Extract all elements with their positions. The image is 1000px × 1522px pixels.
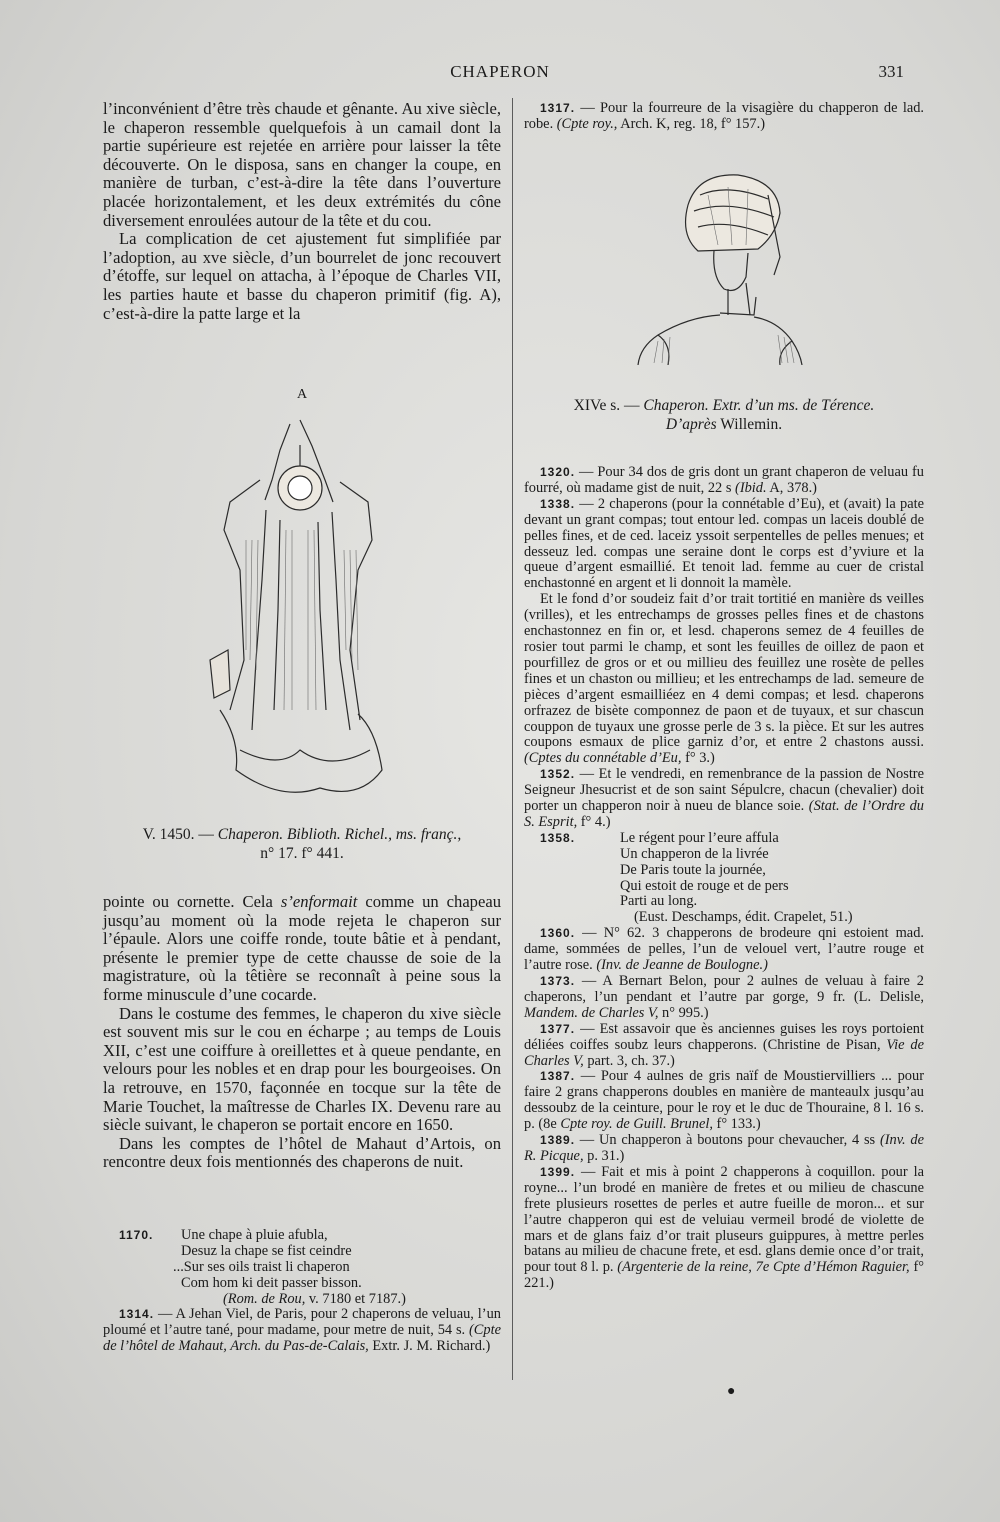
citation-1352-italic: (Stat. de l’Ordre du S. Esprit, (524, 798, 924, 830)
citation-1320-text: — Pour 34 dos de gris dont un grant chaperon de veluau fu fourré, où madame gist de nuit, 22 s (524, 464, 924, 496)
paragraph-3-prefix: pointe ou cornette. Cela (103, 892, 281, 911)
paragraph-3-rest: comme un chapeau jusqu’au moment où la mode rejeta le chaperon sur l’épaule. Alors une coiffe ronde, toute bâtie et à pendant, présente le premier type de cette chausse de soie de la magistrature, où la têtière se reconnaît à peine sous la forme minuscule d’une cocarde. (103, 892, 502, 1004)
citation-1320-number: 1320. (540, 465, 576, 479)
page-title: CHAPERON (450, 62, 550, 81)
poem-line: Parti au long. (620, 893, 698, 910)
citation-1399-italic: (Argenterie de la reine, 7e Cpte d’Hémon Raguier, (617, 1259, 910, 1276)
citation-1377 (524, 1022, 924, 1070)
citation-1170-number: 1170. (119, 1228, 154, 1242)
citation-1338-text: — 2 chaperons (pour la connétable d’Eu), et (avait) la pate devant un grant compas; tout entour led. compas un laceis doublé de pelles fines, et de ced. laceiz yssoit serpentelles de pelles menues; et desseuz led. compas une seraine dont le corps est d’yviure et la queue d’argent esmaillié. Et tenoit lad. femme au cuer de cristal enchastonné en argent et li donnoit la mamèle. (524, 495, 924, 592)
paragraph-3-italic: s’enformait (280, 892, 358, 911)
poem-line: Une chape à pluie afubla, (181, 1227, 328, 1243)
citation-1373 (524, 974, 924, 1022)
citation-1373-number: 1373. (540, 974, 576, 988)
running-head (0, 62, 1000, 86)
citation-1399-text: — Fait et mis à point 2 chapperons à coquillon. pour la royne... l’un brodé en manière de fretes et ou milieu de chascune frete plusieurs rosettes de perles et autre fueille de moron... et sur l’autre chapperon qui est de veluiau vermeil brodé de violette de mars et de glans faiz d’or trait pluseurs guippures, à mettre perles batans au milieu de chacune frete, et esd. glans demie once d’or trait, pour tout 8 l. p. (524, 1163, 924, 1276)
figure-a-caption-prefix: V. 1450. — (142, 826, 218, 843)
citation-1170 (103, 1228, 501, 1308)
citation-1314 (103, 1307, 501, 1355)
citation-1389-italic: (Inv. de R. Picque, (524, 1132, 924, 1164)
right-column-citations (524, 465, 924, 1292)
page-number: 331 (878, 62, 904, 81)
figure-b-caption (524, 396, 924, 434)
figure-a-label: A (296, 387, 308, 402)
citation-1387-italic: Cpte roy. de Guill. Brunel, (560, 1116, 713, 1133)
citation-1358 (524, 831, 924, 926)
figure-b-caption-italic: Chaperon. Extr. d’un ms. de Térence. (643, 397, 875, 414)
poem-line: Le régent pour l’eure affula (620, 829, 779, 846)
citation-1352-text: — Et le vendredi, en remenbrance de la passion de Nostre Seigneur Jhesucrist et de son saint Sépulcre, chacun (chevalier) doit porter un chapperon noir à nueu de blance soie. (524, 766, 924, 815)
citation-1387-rest: f° 133.) (712, 1116, 761, 1133)
citation-1389 (524, 1133, 924, 1165)
citation-1373-text: — A Bernart Belon, pour 2 aulnes de veluau à faire 2 chaperons, l’un pendant et l’autre par gorge, 9 fr. (L. Delisle, (524, 973, 924, 1005)
figure-b-illustration (628, 165, 808, 365)
citation-1377-text: — Est assavoir que ès anciennes guises les roys portoient déliées coiffes soubz leurs chapperons. (Christine de Pisan, (524, 1020, 924, 1053)
figure-a-illustration (200, 410, 400, 810)
paragraph-3 (103, 893, 501, 1005)
citation-1320-rest: A, 378.) (766, 479, 817, 496)
left-column-bottom (103, 893, 501, 1172)
citation-1317-italic: (Cpte roy., (556, 115, 618, 132)
citation-1399-rest: f° 221.) (524, 1259, 924, 1292)
figure-b-caption-prefix: XIVe s. — (573, 397, 644, 414)
citation-1320-italic: (Ibid. (735, 479, 767, 496)
paragraph-4: Dans le costume des femmes, le chaperon du xive siècle est souvent mis sur le cou en écharpe ; au temps de Louis XII, c’est une coiffure à oreillettes et à queue pendante, en velours pour les nobles et en drap pour les bourgeoises. On la retrouve, en 1570, façonnée en tocque sur la tête de Marie Touchet, la maîtresse de Charles IX. Devenu rare au siècle suivant, le chaperon se portait encore en 1650. (103, 1003, 501, 1135)
figure-a-caption-line2: n° 17. f° 441. (260, 845, 344, 862)
poem-source-italic: (Rom. de Rou, (223, 1290, 306, 1307)
citation-1389-number: 1389. (540, 1133, 576, 1148)
figure-a-caption-italic: Chaperon. Biblioth. Richel., ms. franç., (217, 826, 462, 843)
citation-1317-number: 1317. (540, 101, 576, 115)
citation-1314-text: — A Jehan Viel, de Paris, pour 2 chaperons de veluau, l’un ploumé et l’autre tané, pour madame, pour metre de nuit, 54 s. (103, 1306, 501, 1338)
citation-1360-italic: (Inv. de Jeanne de Boulogne.) (596, 957, 768, 974)
chaperon-figure-a-drawing (200, 410, 400, 810)
citation-1399 (524, 1165, 924, 1292)
citation-1352-rest: f° 4.) (577, 813, 611, 830)
citation-1317 (524, 101, 924, 133)
poem-line: De Paris toute la journée, (620, 861, 766, 878)
citation-1360 (524, 926, 924, 974)
citation-1338-continued-rest: f° 3.) (681, 750, 715, 767)
citation-1387-text: — Pour 4 aulnes de gris naïf de Moustiervilliers ... pour faire 2 grans chapperons doubles en manière de manteaulx jusqu’au dessoubz de la ceinture, pour le roy et le duc de Thouraine, 8 l. 16 s. p. (8e (524, 1068, 924, 1133)
paragraph-5: Dans les comptes de l’hôtel de Mahaut d’Artois, on rencontre deux fois mentionnés des chaperons de nuit. (103, 1133, 501, 1172)
poem-line: Qui estoit de rouge et de pers (620, 877, 789, 894)
citation-1338-continued-text: Et le fond d’or soudeiz fait d’or trait tortitié en manière ds veilles (vrilles), et les entrechamps de grosses pelles fines et de chastons enchastonnez en fin or, et lesd. chaperons semez de 4 feuilles de rosier tout parmi le champ, et sont les feuilles de oillez de paon et pourfillez de gros or et ou millieu des feuillez une rosète de pelles fines et un chaston ou millieu; et les entrechamps de lad. semeure de pièces d’argent esmailliéez en 4 demi compas; et lesd. chaperons orfrazez de bisète componnez de paon et de tuyaux, et sur chascun couppon de tuyaux une grosse perle de 3 s. la pièce. Et sur les autres coupons esmaux de plice garniz d’or, et entre 2 chastons aussi. (524, 591, 924, 751)
paragraph-1: l’inconvénient d’être très chaude et gênante. Au xive siècle, le chaperon ressemble quelquefois à un camail dont la partie supérieure est rejetée en arrière pour laisser la tête découverte. On le disposa, sans en changer la coupe, en manière de turban, c’est-à-dire la tête dans l’ouverture placée horizontalement, et les deux extrémités du cône diversement enroulées autour de la tête et du cou. (103, 99, 501, 230)
citation-1338-continued-italic: (Cptes du connétable d’Eu, (524, 750, 682, 767)
poem-line: Com hom ki deit passer bisson. (181, 1274, 362, 1291)
citation-1314-rest: Extr. J. M. Richard.) (368, 1337, 491, 1354)
citation-1399-number: 1399. (540, 1164, 576, 1179)
column-divider (512, 98, 513, 1380)
citation-1314-italic: (Cpte de l’hôtel de Mahaut, Arch. du Pas-de-Calais, (103, 1321, 501, 1354)
left-column-top (103, 100, 501, 323)
poem-line: Desuz la chape se fist ceindre (181, 1242, 352, 1259)
citation-1377-italic: Vie de Charles V, (524, 1036, 924, 1069)
citation-1338-number: 1338. (540, 496, 576, 511)
citation-1360-number: 1360. (540, 926, 576, 941)
citation-1360-text: — N° 62. 3 chapperons de brodeure qni estoient mad. dame, sommées de pelles, l’un de velouel vert, l’autre rouge et l’autre rose. (524, 925, 924, 974)
poem-source: (Eust. Deschamps, édit. Crapelet, 51.) (634, 909, 853, 926)
poem-line: Un chapperon de la livrée (620, 845, 769, 862)
chaperon-figure-b-drawing (628, 165, 808, 365)
citation-1338 (524, 497, 924, 592)
citation-1314-number: 1314. (119, 1307, 155, 1321)
citation-1352-number: 1352. (540, 767, 576, 782)
citation-1317-rest: Arch. K, reg. 18, f° 157.) (617, 115, 766, 132)
citation-1338-continued (524, 592, 924, 767)
paragraph-2: La complication de cet ajustement fut simplifiée par l’adoption, au xve siècle, d’un bourrelet de jonc recouvert d’étoffe, sur lequel on attacha, à l’époque de Charles VII, les parties haute et basse du chaperon primitif (fig. A), c’est-à-dire la patte large et la (103, 229, 501, 323)
citation-1317-text: — Pour la fourreure de la visagière du chapperon de lad. robe. (524, 100, 924, 132)
citation-1373-italic: Mandem. de Charles V, (524, 1004, 659, 1021)
figure-a-caption (103, 825, 501, 863)
citation-1377-rest: part. 3, ch. 37.) (583, 1052, 675, 1069)
poem-source-rest: v. 7180 et 7187.) (305, 1290, 406, 1307)
poem-line: ...Sur ses oils traist li chaperon (173, 1258, 350, 1275)
citation-1373-rest: n° 995.) (658, 1004, 709, 1021)
citation-1387-number: 1387. (540, 1069, 576, 1084)
figure-b-caption-line2-italic: D’après (665, 416, 717, 433)
figure-b-caption-line2-rest: Willemin. (716, 416, 783, 433)
citation-1387 (524, 1069, 924, 1133)
citation-1389-text: — Un chapperon à boutons pour chevaucher, 4 ss (575, 1132, 880, 1149)
citation-1352 (524, 767, 924, 831)
citation-1358-number: 1358. (540, 830, 576, 845)
citation-1320 (524, 465, 924, 497)
citation-1389-rest: p. 31.) (583, 1147, 625, 1164)
end-ornament: ● (727, 1384, 736, 1399)
citation-1377-number: 1377. (540, 1021, 576, 1036)
